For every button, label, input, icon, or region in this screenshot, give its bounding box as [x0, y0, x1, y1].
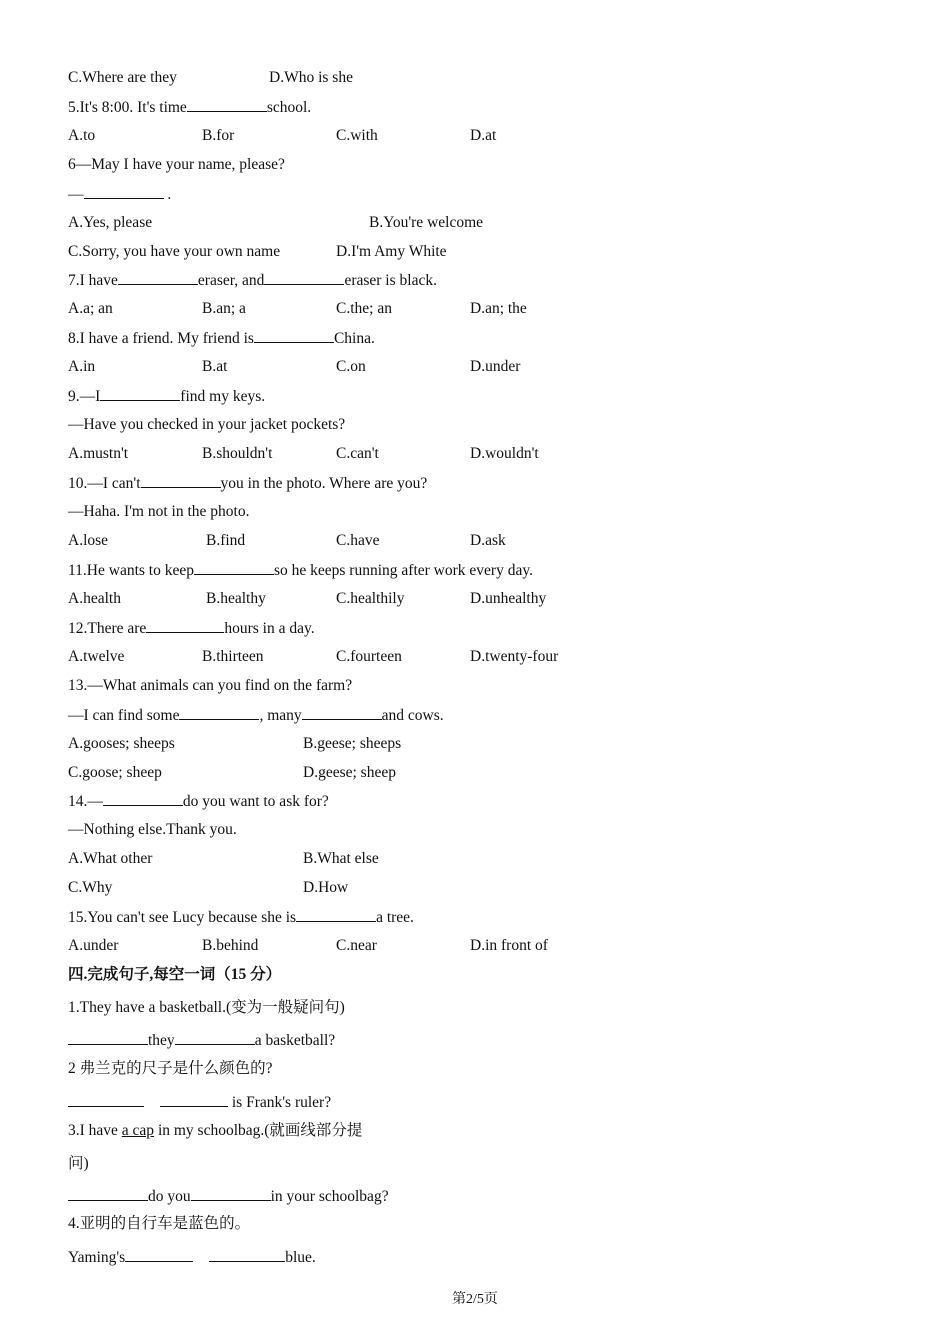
- q7-option-c: C.the; an: [336, 300, 392, 317]
- q13-text: —I can find some: [68, 707, 180, 724]
- q9-option-a: A.mustn't: [68, 445, 129, 462]
- q12-option-c: C.fourteen: [336, 648, 402, 665]
- q15-option-b: B.behind: [202, 937, 259, 954]
- q12-text: hours in a day.: [224, 620, 315, 637]
- page-number: 第2/5页: [452, 1292, 498, 1307]
- section-heading: 四.完成句子,每空一词（15 分）: [68, 966, 282, 983]
- q14-stem: [68, 791, 329, 812]
- q8-option-c: C.on: [336, 358, 366, 375]
- answer-blank: [146, 618, 224, 633]
- s3-answer: [68, 1186, 389, 1207]
- q11-option-a: A.health: [68, 590, 121, 607]
- q7-option-d: D.an; the: [470, 300, 527, 317]
- q5-text: 5.It's 8:00. It's time: [68, 99, 187, 116]
- q14-option-b: B.What else: [303, 850, 379, 867]
- q4-option-d: D.Who is she: [269, 69, 353, 86]
- s1-text: they: [148, 1032, 175, 1049]
- answer-blank: [187, 97, 267, 112]
- q10-reply: —Haha. I'm not in the photo.: [68, 503, 250, 520]
- q6-text: .: [163, 186, 172, 203]
- answer-blank: [179, 705, 259, 720]
- q7-text: eraser, and: [197, 272, 265, 289]
- q5-text: school.: [266, 99, 312, 116]
- q8-text: China.: [333, 330, 375, 347]
- q10-text: 10.—I can't: [68, 475, 141, 492]
- s1-text: a basketball?: [254, 1032, 336, 1049]
- answer-blank: [194, 560, 274, 575]
- s4-answer: [68, 1247, 316, 1268]
- q5-option-b: B.for: [202, 127, 235, 144]
- q6-reply: [68, 184, 171, 205]
- q13-reply: [68, 705, 444, 726]
- q9-text: find my keys.: [180, 388, 266, 405]
- s1-stem: 1.They have a basketball.(变为一般疑问句): [68, 999, 345, 1016]
- q15-text: 15.You can't see Lucy because she is: [68, 909, 297, 926]
- q9-option-d: D.wouldn't: [470, 445, 539, 462]
- s3-text: in my schoolbag.(就画线部分提: [154, 1122, 363, 1139]
- q15-stem: [68, 907, 414, 928]
- s3-text: 3.I have: [68, 1122, 122, 1139]
- q13-text: , many: [259, 707, 302, 724]
- q14-option-d: D.How: [303, 879, 349, 896]
- q12-text: 12.There are: [68, 620, 147, 637]
- q14-option-c: C.Why: [68, 879, 113, 896]
- answer-blank: [103, 791, 183, 806]
- s3-stem: [68, 1121, 362, 1141]
- q10-option-c: C.have: [336, 532, 380, 549]
- q15-option-c: C.near: [336, 937, 377, 954]
- s1-answer: [68, 1030, 335, 1051]
- s2-stem: 2 弗兰克的尺子是什么颜色的?: [68, 1060, 273, 1077]
- s2-text: is Frank's ruler?: [228, 1094, 332, 1111]
- underlined-phrase: a cap: [121, 1122, 155, 1139]
- s4-stem: 4.亚明的自行车是蓝色的。: [68, 1215, 251, 1232]
- s3-text: in your schoolbag?: [270, 1188, 389, 1205]
- q13-option-a: A.gooses; sheeps: [68, 735, 175, 752]
- q5-option-c: C.with: [336, 127, 378, 144]
- q6-text: —: [68, 186, 84, 203]
- q7-option-a: A.a; an: [68, 300, 113, 317]
- answer-blank: [141, 473, 221, 488]
- q5-stem: [68, 97, 311, 118]
- answer-blank: [296, 907, 376, 922]
- q14-option-a: A.What other: [68, 850, 153, 867]
- q11-text: 11.He wants to keep: [68, 562, 194, 579]
- q10-option-d: D.ask: [470, 532, 506, 549]
- answer-blank: [118, 270, 198, 285]
- q4-option-c: C.Where are they: [68, 69, 177, 86]
- s4-text: Yaming's: [68, 1249, 126, 1266]
- answer-blank: [191, 1186, 271, 1201]
- s3-stem-cont: 问): [68, 1155, 89, 1172]
- q8-option-d: D.under: [470, 358, 521, 375]
- answer-blank: [68, 1030, 148, 1045]
- answer-blank: [68, 1092, 144, 1107]
- q9-stem: [68, 386, 265, 407]
- q9-text: 9.—I: [68, 388, 101, 405]
- q11-text: so he keeps running after work every day.: [273, 562, 533, 579]
- q8-text: 8.I have a friend. My friend is: [68, 330, 254, 347]
- answer-blank: [209, 1247, 285, 1262]
- answer-blank: [160, 1092, 228, 1107]
- q12-option-b: B.thirteen: [202, 648, 264, 665]
- q13-text: and cows.: [381, 707, 444, 724]
- q14-text: 14.—: [68, 793, 103, 810]
- answer-blank: [68, 1186, 148, 1201]
- q14-text: do you want to ask for?: [182, 793, 329, 810]
- answer-blank: [254, 328, 334, 343]
- q10-text: you in the photo. Where are you?: [220, 475, 428, 492]
- q11-stem: [68, 560, 533, 581]
- q6-option-a: A.Yes, please: [68, 214, 153, 231]
- q6-option-c: C.Sorry, you have your own name: [68, 243, 281, 260]
- q9-option-b: B.shouldn't: [202, 445, 273, 462]
- s4-text: blue.: [285, 1249, 316, 1266]
- q7-option-b: B.an; a: [202, 300, 246, 317]
- q10-option-a: A.lose: [68, 532, 109, 549]
- q15-option-d: D.in front of: [470, 937, 548, 954]
- q6-stem: 6—May I have your name, please?: [68, 156, 285, 173]
- answer-blank: [125, 1247, 193, 1262]
- s3-text: do you: [148, 1188, 191, 1205]
- q8-stem: [68, 328, 375, 349]
- q8-option-b: B.at: [202, 358, 228, 375]
- q7-text: eraser is black.: [344, 272, 437, 289]
- q6-option-b: B.You're welcome: [369, 214, 484, 231]
- answer-blank: [264, 270, 344, 285]
- s2-answer: [68, 1092, 331, 1113]
- q15-option-a: A.under: [68, 937, 119, 954]
- q12-option-a: A.twelve: [68, 648, 125, 665]
- q15-text: a tree.: [376, 909, 414, 926]
- q10-option-b: B.find: [206, 532, 246, 549]
- q11-option-b: B.healthy: [206, 590, 266, 607]
- q7-text: 7.I have: [68, 272, 118, 289]
- q7-stem: [68, 270, 437, 291]
- q13-option-b: B.geese; sheeps: [303, 735, 402, 752]
- answer-blank: [84, 184, 164, 199]
- q11-option-c: C.healthily: [336, 590, 405, 607]
- q5-option-d: D.at: [470, 127, 497, 144]
- q12-stem: [68, 618, 315, 639]
- q9-reply: —Have you checked in your jacket pockets?: [68, 416, 346, 433]
- q13-option-c: C.goose; sheep: [68, 764, 162, 781]
- q12-option-d: D.twenty-four: [470, 648, 559, 665]
- q10-stem: [68, 473, 427, 494]
- q13-option-d: D.geese; sheep: [303, 764, 396, 781]
- answer-blank: [100, 386, 180, 401]
- q11-option-d: D.unhealthy: [470, 590, 547, 607]
- q14-reply: —Nothing else.Thank you.: [68, 821, 237, 838]
- q9-option-c: C.can't: [336, 445, 379, 462]
- q6-option-d: D.I'm Amy White: [336, 243, 447, 260]
- answer-blank: [175, 1030, 255, 1045]
- answer-blank: [302, 705, 382, 720]
- q5-option-a: A.to: [68, 127, 96, 144]
- q13-stem: 13.—What animals can you find on the farm?: [68, 677, 353, 694]
- q8-option-a: A.in: [68, 358, 96, 375]
